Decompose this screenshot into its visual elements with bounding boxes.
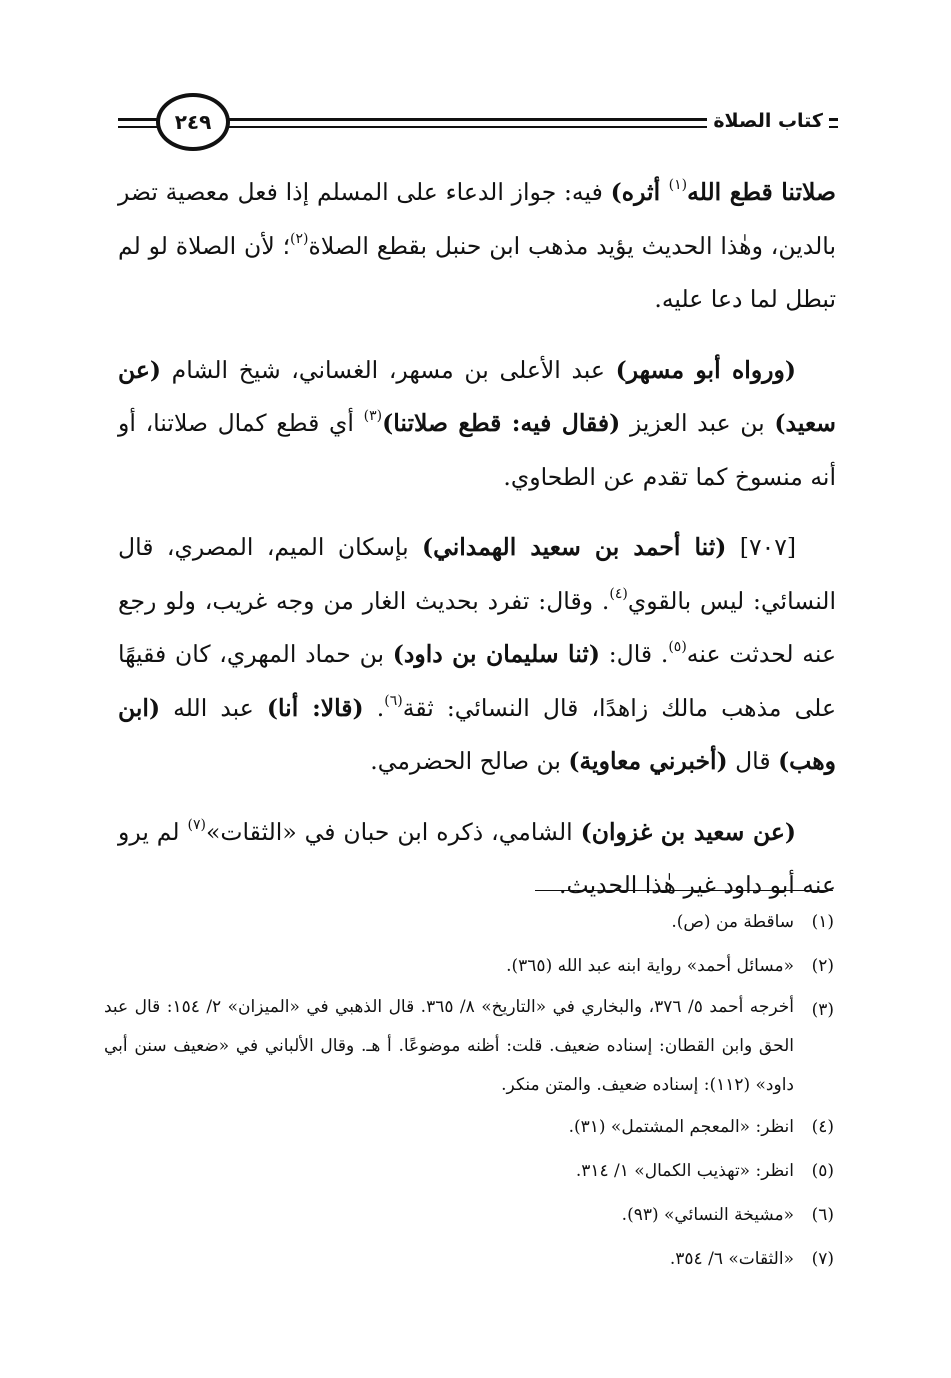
text-run: قال [727, 747, 779, 775]
footnote [104, 900, 834, 944]
paragraph-1 [118, 166, 836, 327]
bold-phrase: (ورواه أبو مسهر) [615, 355, 796, 384]
footnote [104, 1193, 834, 1237]
footnote-number: (٥) [811, 1161, 834, 1181]
bold-phrase: (عن سعيد) [118, 355, 836, 437]
footnote-number: (٦) [811, 1205, 834, 1225]
footnote-text: «مسائل أحمد» رواية ابنه عبد الله (٣٦٥). [506, 956, 794, 976]
footnote-number: (١) [811, 912, 834, 932]
footnotes [104, 900, 834, 1281]
footnote-number: (٢) [811, 956, 834, 976]
footnote-marker: (٥) [668, 639, 687, 655]
text-run: عبد الله [160, 693, 267, 722]
text-run: أي قطع كمال صلاتنا، أو أنه منسوخ كما تقدم عن الطحاوي. [118, 409, 836, 491]
text-run: . قال: [599, 640, 669, 668]
bold-phrase: (أخبرني معاوية) [568, 747, 728, 775]
footnote-text: ساقطة من (ص). [671, 912, 794, 932]
bold-phrase: (فقال فيه: قطع صلاتنا) [382, 409, 621, 437]
page-number-oval [156, 93, 230, 151]
bold-phrase: (ثنا سليمان بن داود) [392, 640, 600, 668]
bold-phrase: (ابن وهب) [118, 693, 836, 775]
footnote-text: انظر: «المعجم المشتمل» (٣١). [568, 1117, 794, 1137]
text-run: . وقال: تفرد بحديث الغار من وجه غريب، ولو رجع عنه لحدثت عنه [118, 586, 836, 668]
footnote-text: انظر: «تهذيب الكمال» ١/ ٣١٤. [575, 1161, 794, 1181]
page-number: ٢٤٩ [174, 110, 212, 134]
text-run: بن صالح الحضرمي. [370, 747, 569, 775]
text-run: فيه: جواز الدعاء على المسلم إذا فعل معصية تضر بالدين، وهٰذا الحديث يؤيد مذهب ابن حنبل بقطع الصلاة [118, 178, 836, 260]
text-run: الشامي، ذكره ابن حبان في «الثقات» [206, 817, 581, 846]
text-run: بإسكان الميم، المصري، قال النسائي: ليس بالقوي [118, 533, 836, 615]
body-text [118, 166, 836, 930]
text-run: بن عبد العزيز [620, 409, 775, 437]
footnote-number: (٣) [811, 1000, 834, 1020]
bold-phrase: صلاتنا قطع الله [687, 178, 836, 206]
footnote [104, 988, 834, 1105]
paragraph-3 [118, 521, 836, 789]
footnote-number: (٤) [811, 1117, 834, 1137]
running-title: كتاب الصلاة [707, 110, 829, 132]
text-run: . [363, 693, 385, 722]
footnote-marker: (٧) [187, 816, 206, 833]
paragraph-2 [118, 344, 836, 505]
footnote [104, 1237, 834, 1281]
footnote [104, 944, 834, 988]
bold-phrase: (قالا: أنا) [266, 693, 364, 722]
footnote-text: «مشيخة النسائي» (٩٣). [621, 1205, 794, 1225]
footnote-marker: (٢) [290, 230, 309, 247]
text-run: ؛ لأن الصلاة لو لم تبطل لما دعا عليه. [118, 231, 836, 313]
text-run: عبد الأعلى بن مسهر، الغساني، شيخ الشام [161, 355, 616, 384]
footnote-marker: (١) [668, 177, 688, 193]
paragraph-4 [118, 806, 836, 913]
footnote-separator [535, 890, 833, 891]
footnote [104, 1149, 834, 1193]
bold-phrase: (ثنا أحمد بن سعيد الهمداني) [422, 533, 727, 561]
footnote-marker: (٣) [363, 408, 383, 424]
text-run: لم يرو عنه أبو داود غير هٰذا الحديث. [118, 817, 836, 899]
footnote-marker: (٦) [384, 692, 403, 709]
footnote-text: أخرجه أحمد ٥/ ٣٧٦، والبخاري في «التاريخ» ٨/ ٣٦٥. قال الذهبي في «الميزان» ٢/ ١٥٤: قال عبد الحق وابن القطان: إسناده ضعيف. قلت: أظنه موضوعًا. أ هـ. وقال الألباني في «ضعيف سنن أبي داود» (١١٢): إسناده ضعيف. والمتن منكر. [104, 997, 794, 1095]
bold-phrase: (عن سعيد بن غزوان) [580, 817, 796, 846]
text-run: [٧٠٧] [726, 533, 796, 561]
footnote-marker: (٤) [609, 585, 628, 602]
footnote-number: (٧) [811, 1249, 834, 1269]
footnote [104, 1105, 834, 1149]
text-run: بن حماد المهري، كان فقيهًا على مذهب مالك زاهدًا، قال النسائي: ثقة [118, 640, 836, 722]
bold-phrase: أثره) [610, 178, 669, 206]
footnote-text: «الثقات» ٦/ ٣٥٤. [669, 1249, 794, 1269]
